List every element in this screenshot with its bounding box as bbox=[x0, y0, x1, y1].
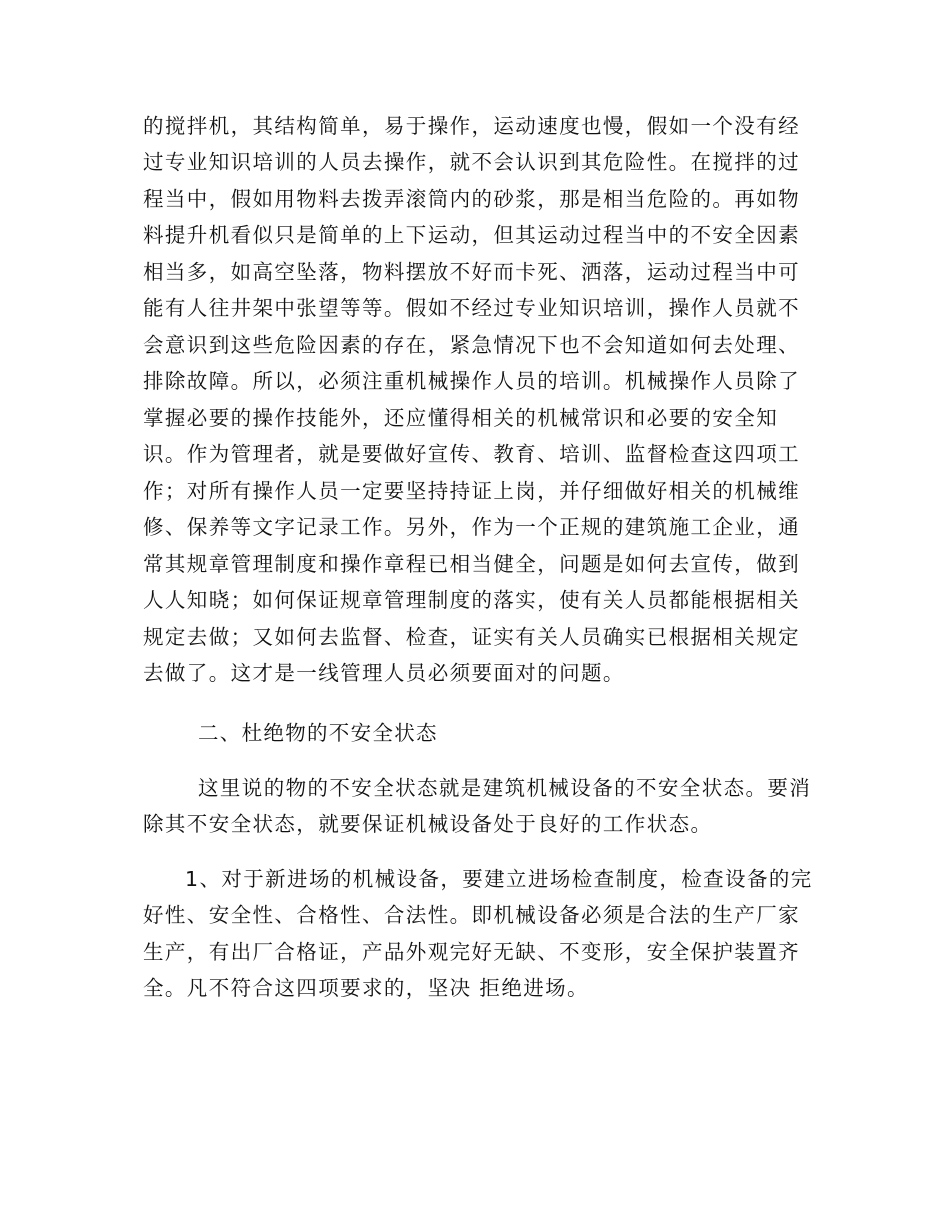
paragraph-line: 过专业知识培训的人员去操作，就不会认识到其危险性。在搅拌的过 bbox=[143, 150, 800, 174]
paragraph-line: 规定去做；又如何去监督、检查，证实有关人员确实已根据相关规定 bbox=[143, 625, 800, 649]
paragraph-line: 好性、安全性、合格性、合法性。即机械设备必须是合法的生产厂家 bbox=[143, 903, 800, 927]
paragraph-line: 掌握必要的操作技能外，还应懂得相关的机械常识和必要的安全知 bbox=[143, 406, 779, 430]
paragraph-line: 生产，有出厂合格证，产品外观完好无缺、不变形，安全保护装置齐 bbox=[143, 940, 800, 964]
paragraph-line: 人人知晓；如何保证规章管理制度的落实，使有关人员都能根据相关 bbox=[143, 588, 800, 612]
paragraph-line: 能有人往井架中张望等等。假如不经过专业知识培训，操作人员就不 bbox=[143, 296, 800, 320]
paragraph-line: 除其不安全状态，就要保证机械设备处于良好的工作状态。 bbox=[143, 812, 713, 836]
paragraph-line: 的搅拌机，其结构简单，易于操作，运动速度也慢，假如一个没有经 bbox=[143, 114, 800, 138]
paragraph-line: 修、保养等文字记录工作。另外，作为一个正规的建筑施工企业，通 bbox=[143, 515, 800, 539]
paragraph-line: 去做了。这才是一线管理人员必须要面对的问题。 bbox=[143, 661, 625, 685]
paragraph-line: 程当中，假如用物料去拨弄滚筒内的砂浆，那是相当危险的。再如物 bbox=[143, 187, 800, 211]
paragraph-line: 常其规章管理制度和操作章程已相当健全，问题是如何去宣传，做到 bbox=[143, 552, 800, 576]
paragraph-line: 1、对于新进场的机械设备，要建立进场检查制度，检查设备的完 bbox=[185, 867, 813, 891]
paragraph-line: 会意识到这些危险因素的存在，紧急情况下也不会知道如何去处理、 bbox=[143, 333, 800, 357]
paragraph-line: 料提升机看似只是简单的上下运动，但其运动过程当中的不安全因素 bbox=[143, 223, 800, 247]
section-heading: 二、杜绝物的不安全状态 bbox=[198, 721, 438, 745]
paragraph-line: 全。凡不符合这四项要求的，坚决 拒绝进场。 bbox=[143, 976, 589, 1000]
paragraph-line: 排除故障。所以，必须注重机械操作人员的培训。机械操作人员除了 bbox=[143, 369, 800, 393]
paragraph-line: 相当多，如高空坠落，物料摆放不好而卡死、洒落，运动过程当中可 bbox=[143, 260, 800, 284]
paragraph-line: 这里说的物的不安全状态就是建筑机械设备的不安全状态。要消 bbox=[198, 776, 812, 800]
paragraph-line: 作；对所有操作人员一定要坚持持证上岗，并仔细做好相关的机械维 bbox=[143, 479, 800, 503]
paragraph-line: 识。作为管理者，就是要做好宣传、教育、培训、监督检查这四项工 bbox=[143, 442, 800, 466]
